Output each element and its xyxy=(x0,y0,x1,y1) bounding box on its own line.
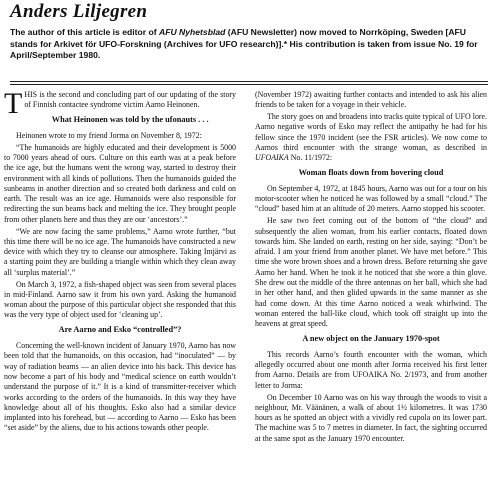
section-heading: A new object on the January 1970-spot xyxy=(302,333,440,343)
left-column xyxy=(4,90,236,500)
body-paragraph: On December 10 Aarno was on his way through the woods to visit a neighbour, Mr. Väänänen, a walk of about 1½ kilometres. It was 1730 hours as he spotted an object with a vividly red cupola on its lower part. The machine was 5 to 7 metres in diameter. In fact, the sighting occurred at the same spot as the January 1970 encounter. xyxy=(255,392,487,443)
body-paragraph: On September 4, 1972, at 1845 hours, Aarno was out for a tour on his motor-scooter when he noticed he was followed by a small “cloud.” The “cloud” based him at an altitude of 20 meters. Aarno stopped his scooter. xyxy=(255,183,487,214)
body-paragraph: (November 1972) awaiting further contacts and intended to ask his alien friends to be taken for a voyage in their vehicle. xyxy=(255,90,487,110)
top-rule xyxy=(10,81,488,82)
intro-text-1: The author of this article is editor of xyxy=(10,27,159,37)
body-paragraph: Concerning the well-known incident of January 1970, Aarno has now been told that the humanoids, on this occasion, had “inoculated” — by way of radiation beams — an alien device into his back. This device has now become a part of his body and “medical science on earth wouldn’t understand the purpose of it.” It is a kind of transmitter-receiver which works according to the orders of the humanoids. In this way they have knowledge about all of his thoughts. Esko also had a similar device implanted into his forehead, but — according to Aarno — Esko has been “set aside” by the aliens, due to his actions towards other people. xyxy=(4,341,236,433)
intro-paragraph xyxy=(10,27,480,62)
top-rule-second xyxy=(10,84,488,85)
body-paragraph: Heinonen wrote to my friend Jorma on November 8, 1972: xyxy=(16,130,202,140)
opening-text: is the second and concluding part of our updating of the story of Finnish contactee syndrome victim Aarno Heinonen. xyxy=(24,90,236,110)
section-heading: Are Aarno and Esko “controlled”? xyxy=(58,324,182,334)
author-name: Anders Liljegren xyxy=(10,1,148,22)
body-text: No. 11/1972: xyxy=(288,153,333,163)
right-column xyxy=(255,90,487,500)
publication-name: UFOAIKA xyxy=(255,153,289,163)
body-text: The story goes on and broadens into tracks quite typical of UFO lore. Aarno negative words of Esko may reflect the antipathy he had for his fellow since the 1970 incident (see the FSR articles). We now come to Aarnos third encounter with the strange woman, as described in xyxy=(255,112,487,152)
body-paragraph: “We are now facing the same problems,” Aarno wrote further, “but this time there will be no ice age. The humanoids have constructed a new device with which they try to cleanse our atmosphere. Taking Imjärvi as a starting point they are building a triangle within which they clean away all ‘surplus material’.” xyxy=(4,226,236,277)
body-paragraph: This records Aarno’s fourth encounter with the woman, which allegedly occurred about one month after Jorma received his first letter from Aarno. Details are from UFOAIKA No. 2/1973, and from another letter to Jorma: xyxy=(255,349,487,390)
body-paragraph: On March 3, 1972, a fish-shaped object was seen from several places in mid-Finland. Aarno saw it from his own yard. Asking the humanoid woman about the purpose of this particular object she responded that this was the very type of object used for ‘cleaning up’. xyxy=(4,279,236,320)
section-heading: Woman floats down from hovering cloud xyxy=(298,167,444,177)
intro-text-2: (AFU Newsletter) now moved to Norrköping, Sweden [AFU stands for Arkivet för UFO-Forskning (Archives for UFO research)].* His contribution is taken from issue No. 19 for April/September 1980. xyxy=(10,27,478,60)
drop-rest: HIS xyxy=(24,90,38,99)
body-paragraph: “The humanoids are highly educated and their development is 5000 to 7000 years ahead of ours. Culture on this earth was at a peak before the ice age, but the humans went the wrong way, started to destroy their environment with all kinds of pollutions. Then the humanoids guided the sunbeams in another direction and so created both darkness and cold on earth. The result was an ice age. Humanoids were also responsible for redirecting the sun beams back and melting the ice. They brought people from other planets here and thus they are our ‘ancestors’.” xyxy=(4,142,236,224)
intro-publication: AFU Nyhetsblad xyxy=(158,27,226,37)
drop-cap: T xyxy=(4,90,23,120)
body-paragraph xyxy=(255,112,487,163)
section-heading: What Heinonen was told by the ufonauts . . . xyxy=(51,114,209,124)
body-paragraph: He saw two feet coming out of the bottom of “the cloud” and subsequently the alien woman, from his earlier contacts, floated down towards him. She landed on earth, resting on her side, saying: “Don’t be afraid. I am your friend from another planet. We have met before.” This time she wore brown shoes and a brown dress. Before returning she gave Aarno her hand. When he took it he noticed that she wore a thin glove. She drew out the middle of the three antennas on her ball, which she had in her other hand, and then glided upwards in the same manner as she had come down. At this time Aarno noticed a weak whirlwind. The woman entered the ball-like cloud, which took off straight up into the heavens at great speed. xyxy=(255,216,487,329)
